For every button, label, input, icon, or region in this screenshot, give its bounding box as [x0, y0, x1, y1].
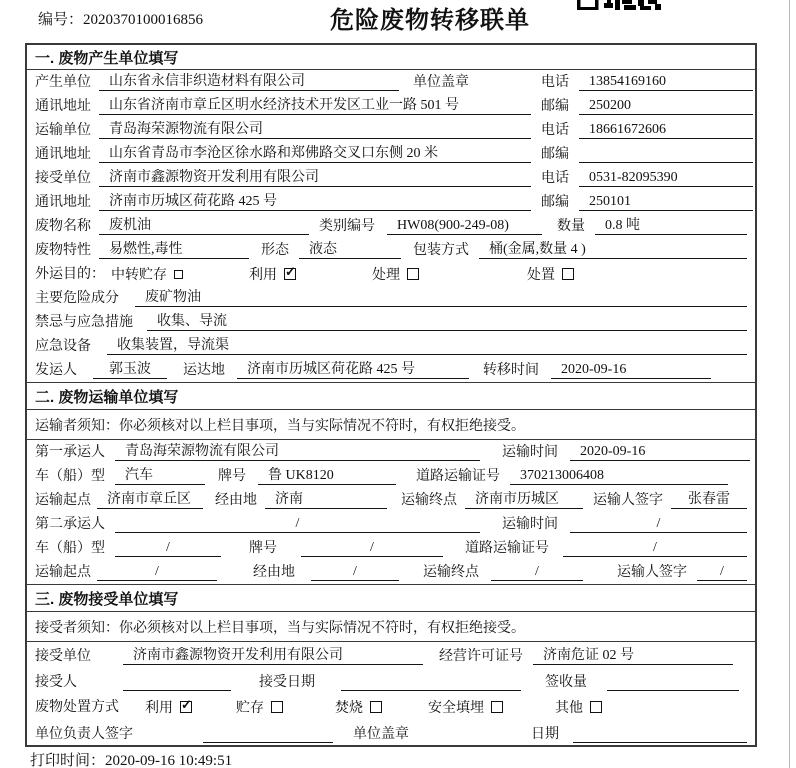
purpose-disposal-checkbox: [562, 268, 574, 280]
end1-label: 运输终点: [401, 493, 457, 508]
disposal-landfill-checkbox: [491, 701, 503, 713]
disposal-option-other: [555, 697, 602, 717]
equipment-value: 收集装置，导流渠: [107, 337, 747, 355]
phone1-group: [541, 73, 753, 91]
packaging-value: 桶(金属,数量 4 ): [479, 241, 747, 259]
plate2-label: 牌号: [249, 541, 277, 556]
transporter-row: [27, 118, 755, 142]
vehicle2-label: 车（船）型: [35, 541, 105, 556]
vehicle1-label: 车（船）型: [35, 469, 105, 484]
responsible-sign-value: [203, 725, 333, 743]
sign2-label: 运输人签字: [617, 565, 687, 580]
disposal-storage-label: 贮存: [236, 701, 264, 716]
purpose-transfer-storage-checkbox: [174, 270, 183, 279]
shipper-label: 发运人: [35, 363, 77, 378]
disposal-option-reuse: [145, 697, 192, 717]
zip1-group: [541, 97, 753, 115]
zip2-value: [579, 145, 753, 163]
responsible-sign-label: 单位负责人签字: [35, 727, 133, 742]
disposal-reuse-checkbox: [180, 701, 192, 713]
end2-label: 运输终点: [423, 565, 479, 580]
purpose-reuse-checkbox: [284, 268, 296, 280]
accept-date-label: 接受日期: [259, 675, 315, 690]
purpose-option-transfer-storage: [111, 264, 183, 284]
serial-label: 编号：: [38, 12, 84, 28]
phone3-value: 0531-82095390: [579, 169, 753, 187]
serial-value: 2020370100016856: [83, 12, 204, 28]
sign1-label: 运输人签字: [593, 493, 663, 508]
section1-header: 一. 废物产生单位填写: [27, 45, 755, 70]
address3-value: 济南市历城区荷花路 425 号: [99, 193, 531, 211]
receiver-label: 接受单位: [35, 171, 91, 186]
via1-label: 经由地: [215, 493, 257, 508]
license1-value: 370213006408: [510, 467, 728, 485]
emergency-measures-row: [27, 310, 755, 334]
sign1-value: 张春雷: [671, 491, 747, 509]
acceptor-value: [123, 673, 231, 691]
unit-seal-label: 单位盖章: [413, 75, 469, 90]
address2-label: 通讯地址: [35, 147, 91, 162]
carrier1-value: 青岛海荣源物流有限公司: [115, 443, 480, 461]
print-time-label: 打印时间：: [30, 753, 106, 768]
transporter-notice: 运输者须知：你必须核对以上栏目事项，当与实际情况不符时，有权拒绝接受。: [27, 410, 755, 440]
transfer-form: [25, 43, 757, 747]
phone2-group: [541, 121, 753, 139]
transfer-time-label: 转移时间: [483, 363, 539, 378]
transport-time2-label: 运输时间: [502, 517, 558, 532]
date-value: [573, 725, 747, 743]
form-value: 液态: [299, 241, 401, 259]
address2-value: 山东省青岛市李沧区徐水路和郑佛路交叉口东侧 20 米: [99, 145, 531, 163]
qr-code-fragment-icon: [577, 0, 661, 11]
receiver-value: 济南市鑫源物资开发利用有限公司: [99, 169, 531, 187]
end1-value: 济南市历城区: [465, 491, 583, 509]
print-time: [30, 749, 232, 768]
receiver-row: [27, 166, 755, 190]
end2-value: /: [491, 563, 583, 581]
permit-label: 经营许可证号: [439, 649, 523, 664]
disposal-reuse-label: 利用: [145, 701, 173, 716]
disposal-other-checkbox: [590, 701, 602, 713]
plate1-label: 牌号: [218, 469, 246, 484]
license2-value: /: [563, 539, 747, 557]
producer-address-row: [27, 94, 755, 118]
disposal-landfill-label: 安全填埋: [428, 701, 484, 716]
disposal-storage-checkbox: [271, 701, 283, 713]
emergency-label: 禁忌与应急措施: [35, 315, 133, 330]
form-label: 形态: [261, 243, 289, 258]
zip1-value: 250200: [579, 97, 753, 115]
purpose-treatment-label: 处理: [372, 268, 400, 283]
page-edge-line: [789, 0, 790, 768]
plate2-value: /: [301, 539, 443, 557]
transport-time2-value: /: [570, 515, 747, 533]
zip2-label: 邮编: [541, 147, 569, 162]
property-value: 易燃性,毒性: [99, 241, 249, 259]
phone2-label: 电话: [541, 123, 569, 138]
transport-time1-label: 运输时间: [502, 445, 558, 460]
transfer-time-value: 2020-09-16: [551, 361, 711, 379]
emergency-equipment-row: [27, 334, 755, 358]
disposal-incineration-checkbox: [370, 701, 382, 713]
quantity-value: 0.8 吨: [595, 217, 747, 235]
route2-row: [27, 560, 755, 584]
unit-seal2-label: 单位盖章: [353, 727, 409, 742]
purpose-option-reuse: [249, 264, 296, 284]
transporter-address-row: [27, 142, 755, 166]
origin2-value: /: [97, 563, 217, 581]
responsible-sign-row: [27, 720, 755, 746]
second-carrier-row: [27, 512, 755, 536]
permit-value: 济南危证 02 号: [533, 647, 733, 665]
hazard-components-row: [27, 286, 755, 310]
disposal-option-landfill: [428, 697, 503, 717]
license2-label: 道路运输证号: [465, 541, 549, 556]
phone2-value: 18661672606: [579, 121, 753, 139]
vehicle2-row: [27, 536, 755, 560]
accepting-unit-value: 济南市鑫源物资开发利用有限公司: [123, 647, 423, 665]
zip1-label: 邮编: [541, 99, 569, 114]
zip3-value: 250101: [579, 193, 753, 211]
disposal-method-label: 废物处置方式: [35, 699, 119, 715]
equipment-label: 应急设备: [35, 339, 91, 354]
zip3-label: 邮编: [541, 195, 569, 210]
acceptor-row: [27, 668, 755, 694]
producer-value: 山东省永信非织造材料有限公司: [99, 73, 399, 91]
disposal-option-storage: [236, 697, 283, 717]
carrier1-label: 第一承运人: [35, 445, 105, 460]
vehicle1-value: 汽车: [115, 467, 205, 485]
address1-value: 山东省济南市章丘区明水经济技术开发区工业一路 501 号: [99, 97, 531, 115]
sign2-value: /: [697, 563, 747, 581]
origin2-label: 运输起点: [35, 565, 91, 580]
route1-row: [27, 488, 755, 512]
received-amount-label: 签收量: [545, 675, 587, 690]
hazard-value: 废矿物油: [135, 289, 747, 307]
carrier2-label: 第二承运人: [35, 517, 105, 532]
quantity-label: 数量: [557, 219, 585, 234]
license1-label: 道路运输证号: [416, 469, 500, 484]
phone3-group: [541, 169, 753, 187]
disposal-incineration-label: 焚烧: [335, 701, 363, 716]
carrier2-value: /: [115, 515, 480, 533]
via1-value: 济南: [265, 491, 387, 509]
origin1-label: 运输起点: [35, 493, 91, 508]
disposal-other-label: 其他: [555, 701, 583, 716]
purpose-row: [27, 262, 755, 286]
zip2-group: [541, 145, 753, 163]
serial-number: [38, 8, 203, 29]
purpose-label: 外运目的：: [35, 266, 105, 282]
date-label: 日期: [531, 727, 559, 742]
first-carrier-row: [27, 440, 755, 464]
section2-header: 二. 废物运输单位填写: [27, 382, 755, 410]
acceptor-label: 接受人: [35, 675, 77, 690]
waste-name-value: 废机油: [99, 217, 309, 235]
transporter-value: 青岛海荣源物流有限公司: [99, 121, 531, 139]
shipper-value: 郭玉波: [93, 361, 167, 379]
shipper-row: [27, 358, 755, 382]
section3-header: 三. 废物接受单位填写: [27, 584, 755, 612]
transporter-label: 运输单位: [35, 123, 91, 138]
category-value: HW08(900-249-08): [387, 217, 542, 235]
print-time-value: 2020-09-16 10:49:51: [105, 753, 233, 768]
via2-value: /: [311, 563, 399, 581]
purpose-disposal-label: 处置: [527, 268, 555, 283]
receiver-notice: 接受者须知：你必须核对以上栏目事项，当与实际情况不符时，有权拒绝接受。: [27, 612, 755, 642]
address3-label: 通讯地址: [35, 195, 91, 210]
page-title: 危险废物转移联单: [330, 7, 530, 34]
waste-name-label: 废物名称: [35, 219, 91, 234]
vehicle2-value: /: [115, 539, 221, 557]
packaging-label: 包装方式: [413, 243, 469, 258]
accepting-unit-row: [27, 642, 755, 668]
via2-label: 经由地: [253, 565, 295, 580]
disposal-option-incineration: [335, 697, 382, 717]
waste-property-row: [27, 238, 755, 262]
purpose-reuse-label: 利用: [249, 268, 277, 283]
emergency-value: 收集、导流: [147, 313, 747, 331]
origin1-value: 济南市章丘区: [97, 491, 203, 509]
phone1-value: 13854169160: [579, 73, 753, 91]
received-amount-value: [607, 673, 739, 691]
purpose-treatment-checkbox: [407, 268, 419, 280]
property-label: 废物特性: [35, 243, 91, 258]
purpose-transfer-storage-label: 中转贮存: [111, 268, 167, 283]
hazard-label: 主要危险成分: [35, 291, 119, 306]
accepting-unit-label: 接受单位: [35, 649, 91, 664]
receiver-address-row: [27, 190, 755, 214]
purpose-option-treatment: [372, 264, 419, 284]
phone3-label: 电话: [541, 171, 569, 186]
destination-value: 济南市历城区荷花路 425 号: [237, 361, 469, 379]
destination-label: 运达地: [183, 363, 225, 378]
waste-name-row: [27, 214, 755, 238]
address1-label: 通讯地址: [35, 99, 91, 114]
vehicle1-row: [27, 464, 755, 488]
plate1-value: 鲁 UK8120: [258, 467, 396, 485]
producer-label: 产生单位: [35, 75, 91, 90]
category-label: 类别编号: [319, 219, 375, 234]
producer-row: [27, 70, 755, 94]
disposal-method-row: [27, 694, 755, 720]
phone1-label: 电话: [541, 75, 569, 90]
purpose-option-disposal: [527, 264, 574, 284]
accept-date-value: [341, 673, 521, 691]
transport-time1-value: 2020-09-16: [570, 443, 750, 461]
zip3-group: [541, 193, 753, 211]
